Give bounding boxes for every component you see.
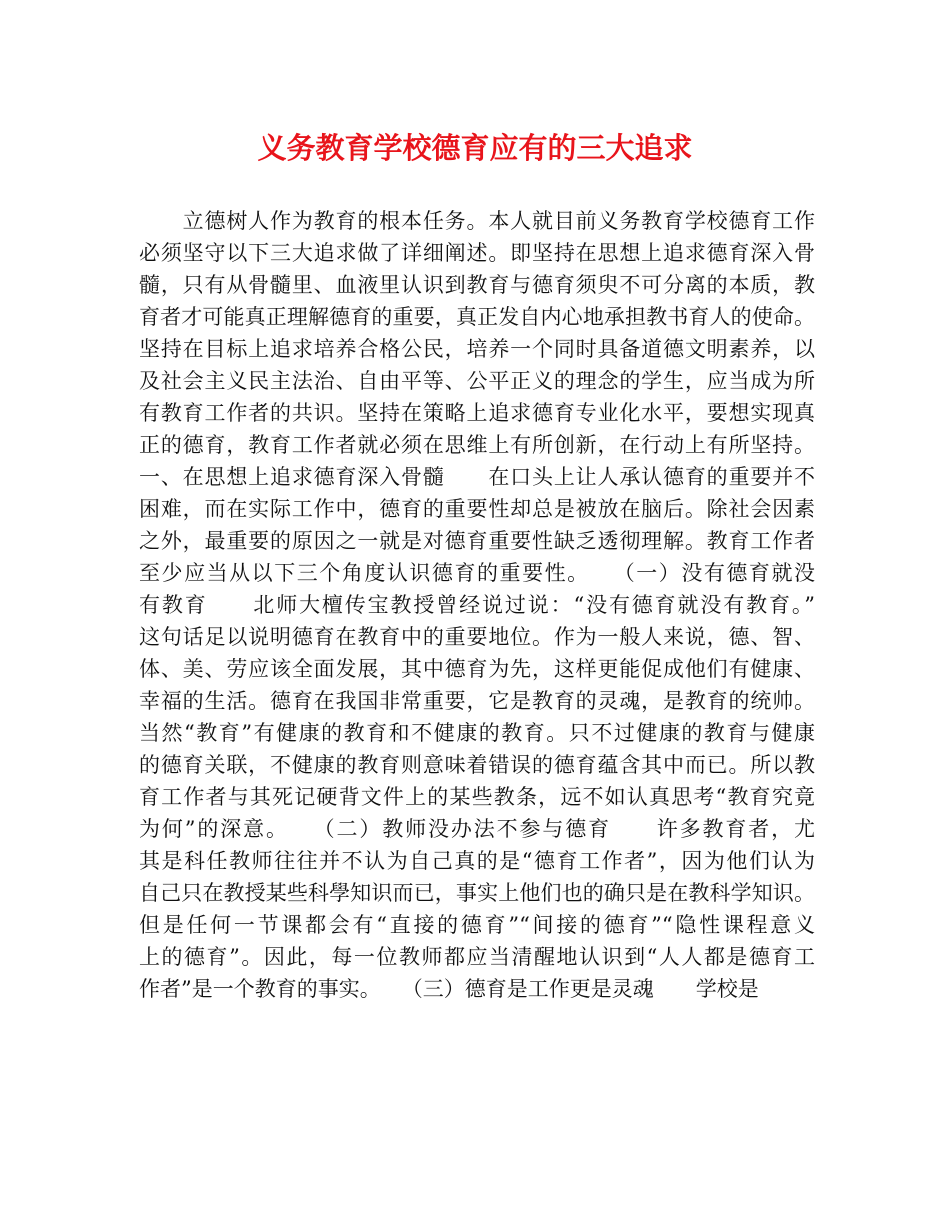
body-line: 一、在思想上追求德育深入骨髓 在口头上让人承认德育的重要并不 [139,465,815,489]
body-line: 当然“教育”有健康的教育和不健康的教育。只不过健康的教育与健康 [139,721,815,745]
body-line: 但是任何一节课都会有“直接的德育”“间接的德育”“隐性课程意义 [139,913,815,937]
body-line: 其是科任教师往往并不认为自己真的是“德育工作者”，因为他们认为 [139,849,815,873]
body-line: 正的德育，教育工作者就必须在思维上有所创新，在行动上有所坚持。 [139,433,815,457]
body-line: 为何”的深意。 （二）教师没办法不参与德育 许多教育者，尤 [139,817,815,841]
body-line: 立德树人作为教育的根本任务。本人就目前义务教育学校德育工作 [139,209,815,233]
body-line: 自己只在教授某些科學知识而已，事实上他们也的确只是在教科学知识。 [139,881,815,905]
body-line: 的德育关联，不健康的教育则意味着错误的德育蕴含其中而已。所以教 [139,753,815,777]
body-line: 作者”是一个教育的事实。 （三）德育是工作更是灵魂 学校是 [139,977,759,1001]
body-line: 至少应当从以下三个角度认识德育的重要性。 （一）没有德育就没 [139,561,815,585]
body-line: 及社会主义民主法治、自由平等、公平正义的理念的学生，应当成为所 [139,369,815,393]
body-line: 这句话足以说明德育在教育中的重要地位。作为一般人来说，德、智、 [139,625,815,649]
body-line: 有教育工作者的共识。坚持在策略上追求德育专业化水平，要想实现真 [139,401,815,425]
body-line: 上的德育”。因此，每一位教师都应当清醒地认识到“人人都是德育工 [139,945,815,969]
body-line: 体、美、劳应该全面发展，其中德育为先，这样更能促成他们有健康、 [139,657,815,681]
body-line: 困难，而在实际工作中，德育的重要性却总是被放在脑后。除社会因素 [139,497,815,521]
body-line: 有教育 北师大檀传宝教授曾经说过说：“没有德育就没有教育。” [139,593,815,617]
body-line: 育工作者与其死记硬背文件上的某些教条，远不如认真思考“教育究竟 [139,785,815,809]
body-line: 幸福的生活。德育在我国非常重要，它是教育的灵魂，是教育的统帅。 [139,689,815,713]
body-line: 之外，最重要的原因之一就是对德育重要性缺乏透彻理解。教育工作者 [139,529,815,553]
body-line: 髓，只有从骨髓里、血液里认识到教育与德育须臾不可分离的本质，教 [139,273,815,297]
body-line: 育者才可能真正理解德育的重要，真正发自内心地承担教书育人的使命。 [139,305,815,329]
body-line: 坚持在目标上追求培养合格公民，培养一个同时具备道德文明素养，以 [139,337,815,361]
document-title: 义务教育学校德育应有的三大追求 [257,131,693,165]
document-body [139,205,815,1005]
body-line: 必须坚守以下三大追求做了详细阐述。即坚持在思想上追求德育深入骨 [139,241,815,265]
